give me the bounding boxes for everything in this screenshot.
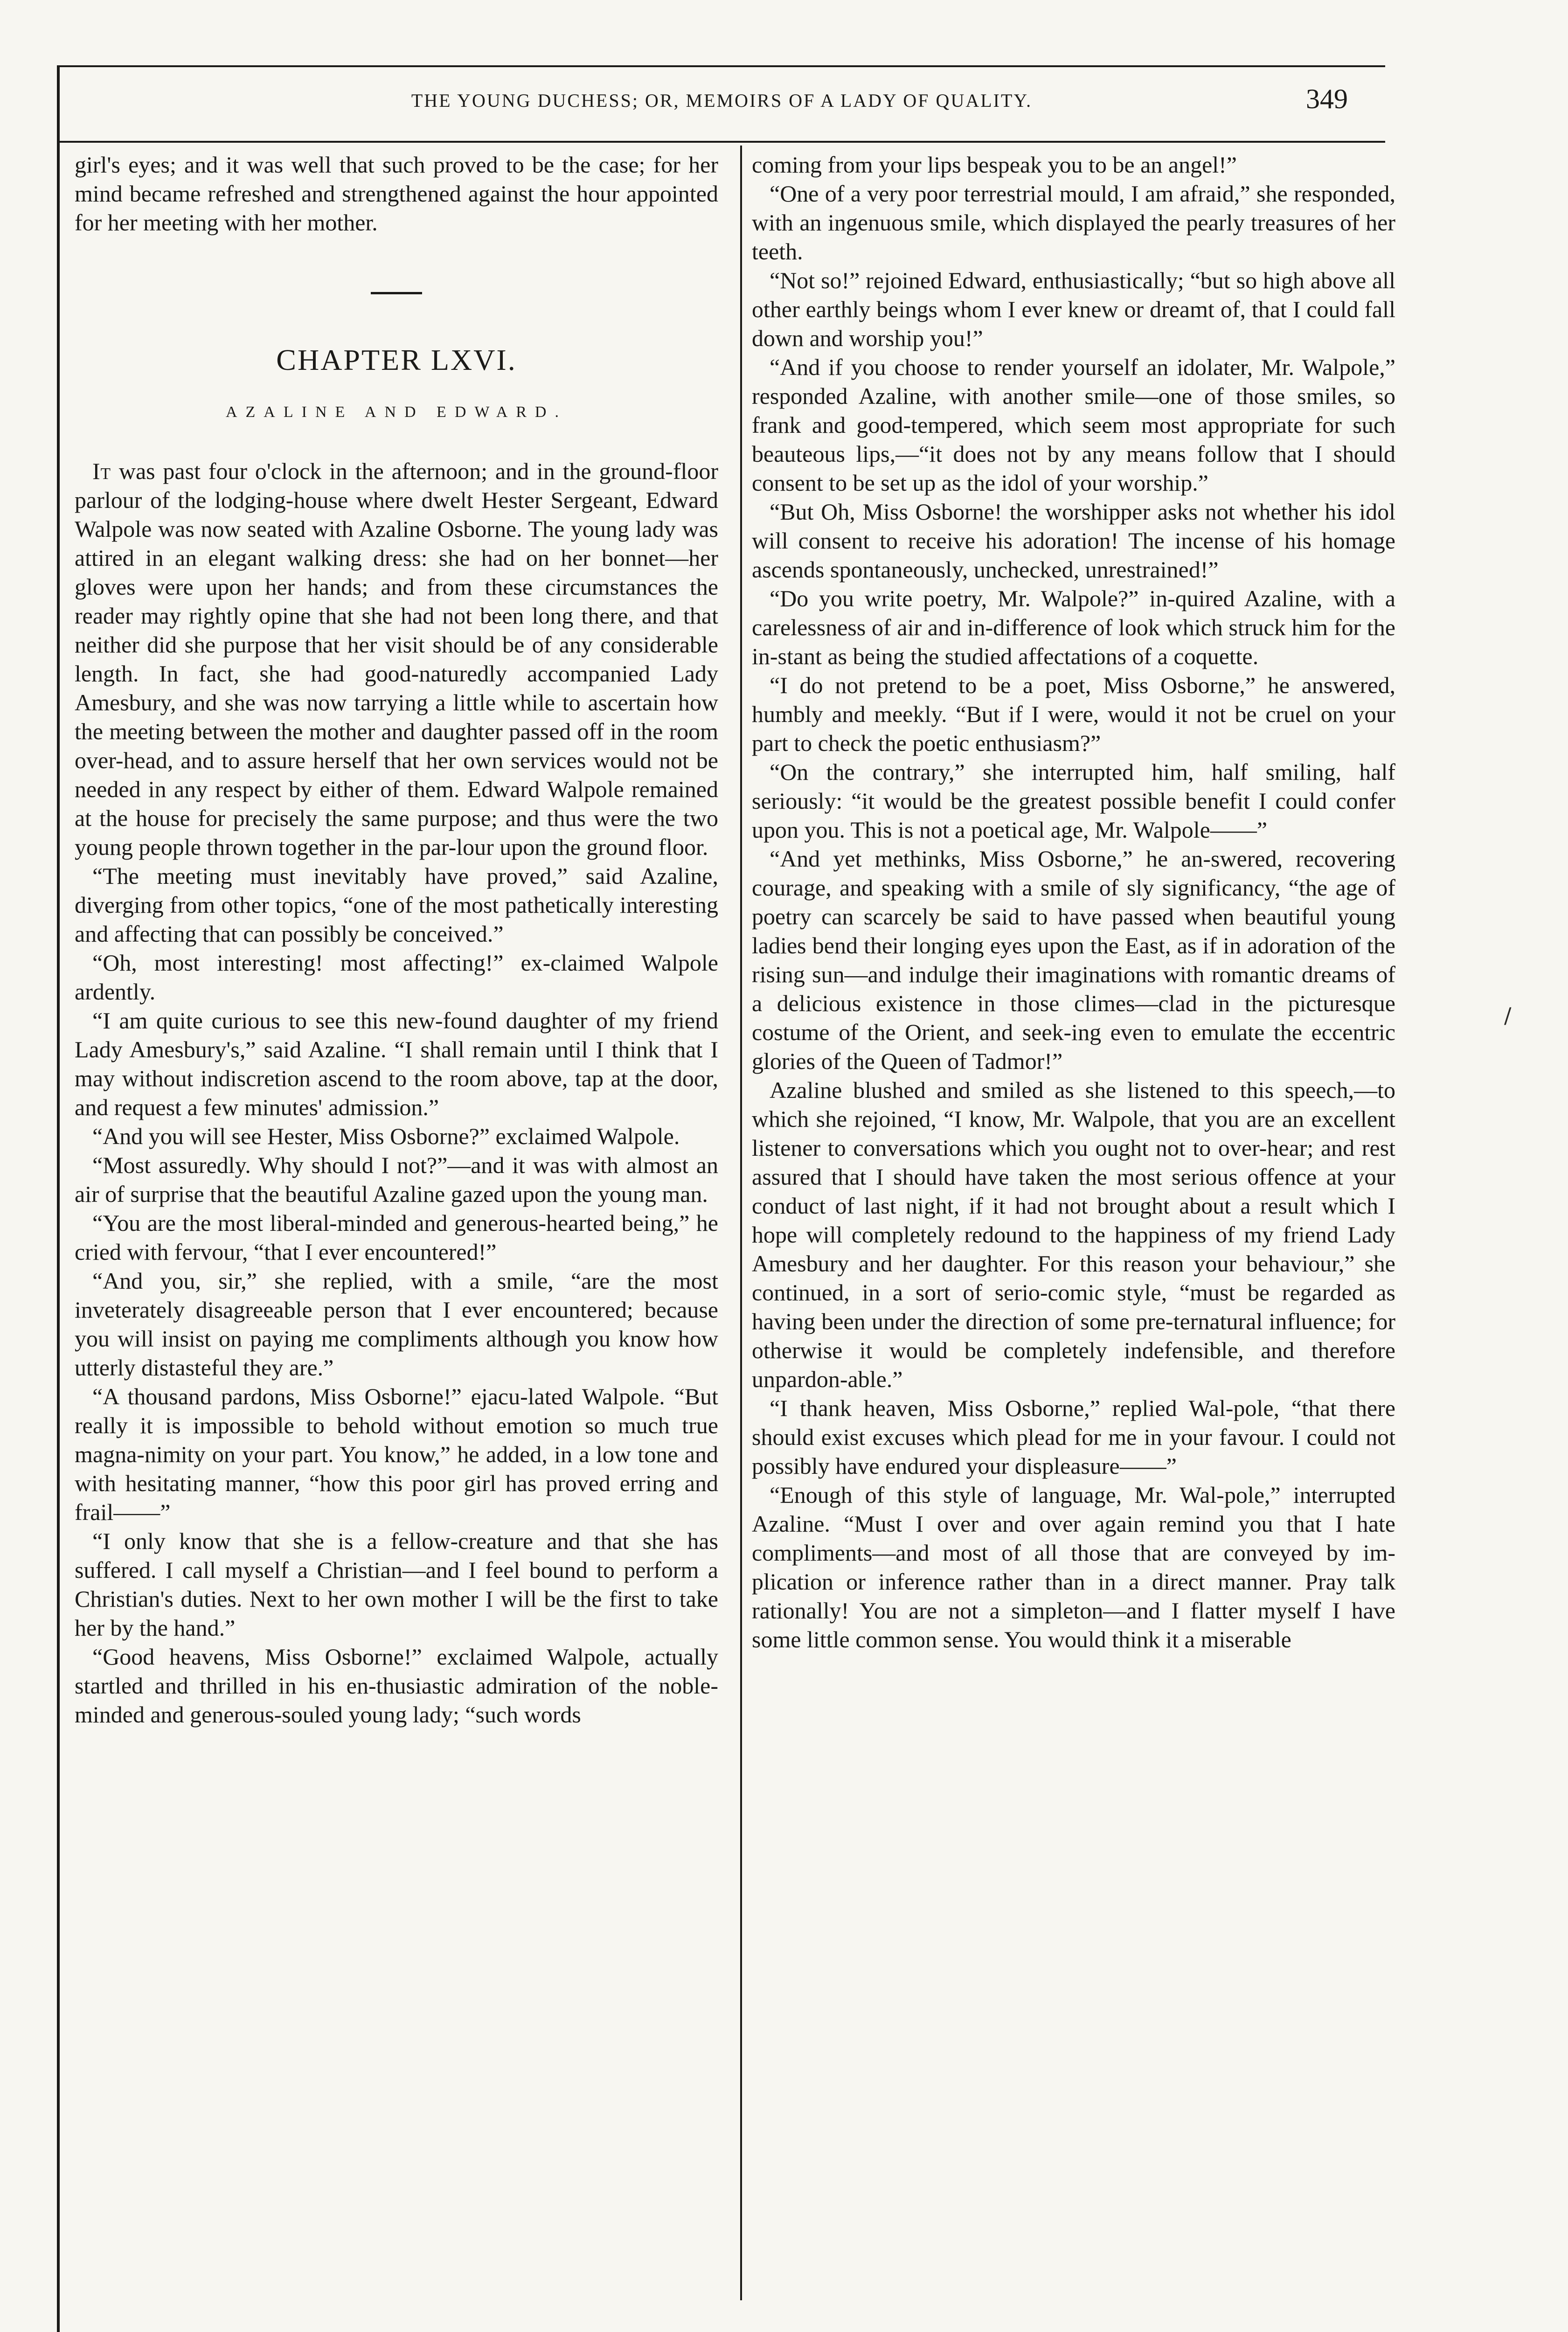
paragraph: “On the contrary,” she interrupted him, half smiling, half seriously: “it would be the greatest possible benefit I could confer upon you. This is not a poetical age, Mr. Walpole——” <box>752 759 1395 843</box>
continued-paragraph: girl's eyes; and it was well that such proved to be the case; for her mind became refreshed and strengthened against the hour appointed for her meeting with her mother. <box>75 152 718 236</box>
opening-paragraph <box>75 457 718 861</box>
paragraph: “I am quite curious to see this new-found daughter of my friend Lady Amesbury's,” said Azaline. “I shall remain until I think that I may without indiscretion ascend to the room above, tap at the door, and request a few minutes' admission.” <box>75 1007 718 1120</box>
chapter-subtitle: AZALINE AND EDWARD. <box>225 403 567 421</box>
page-number: 349 <box>1306 83 1348 114</box>
paragraph: “Not so!” rejoined Edward, enthusiastically; “but so high above all other earthly beings whom I ever knew or dreamt of, that I could fall down and worship you!” <box>752 267 1395 351</box>
paragraph: “And you will see Hester, Miss Osborne?” exclaimed Walpole. <box>92 1123 680 1149</box>
paragraph: “Oh, most interesting! most affecting!” ex-claimed Walpole ardently. <box>75 950 718 1005</box>
header-rule <box>58 141 1385 143</box>
page-frame-left <box>57 65 60 2332</box>
paragraph: “I thank heaven, Miss Osborne,” replied Wal-pole, “that there should exist excuses which plead for me in your favour. I could not possibly have endured your displeasure——” <box>752 1395 1395 1479</box>
paragraph: “You are the most liberal-minded and generous-hearted being,” he cried with fervour, “that I ever encountered!” <box>75 1210 718 1265</box>
stray-pen-mark: / <box>1504 1003 1512 1028</box>
paragraph: “Good heavens, Miss Osborne!” exclaimed Walpole, actually startled and thrilled in his en-thusiastic admiration of the noble-minded and generous-souled young lady; “such words <box>75 1644 718 1728</box>
chapter-title: CHAPTER LXVI. <box>276 343 517 376</box>
paragraph: “One of a very poor terrestrial mould, I am afraid,” she responded, with an ingenuous smile, which displayed the pearly treasures of her teeth. <box>752 180 1395 264</box>
column-divider <box>740 146 742 2300</box>
section-break-rule <box>371 292 422 294</box>
paragraph: “I only know that she is a fellow-creature and that she has suffered. I call myself a Christian—and I feel bound to perform a Christian's duties. Next to her own mother I will be the first to take her by the hand.” <box>75 1528 718 1641</box>
running-head: THE YOUNG DUCHESS; OR, MEMOIRS OF A LADY OF QUALITY. <box>411 90 1033 111</box>
paragraph: “Enough of this style of language, Mr. Wal-pole,” interrupted Azaline. “Must I over and over again remind you that I hate compliments—and most of all those that are conveyed by im-plication or inference rather than in a direct manner. Pray talk rationally! You are not a simpleton—and I flatter myself I have some little common sense. You would think it a miserable <box>752 1482 1395 1652</box>
paragraph: “Do you write poetry, Mr. Walpole?” in-quired Azaline, with a carelessness of air and in-difference of look which struck him for the in-stant as being the studied affectations of a coquette. <box>752 585 1395 669</box>
paragraph: Azaline blushed and smiled as she listened to this speech,—to which she rejoined, “I know, Mr. Walpole, that you are an excellent listener to conversations which you ought not to over-hear; and rest assured that I should have taken the most serious offence at your conduct of last night, if it had not brought about a result which I hope will completely redound to the happiness of my friend Lady Amesbury and her daughter. For this reason your behaviour,” she continued, in a sort of serio-comic style, “must be regarded as having been under the direction of some pre-ternatural influence; for otherwise it would be completely indefensible, and therefore unpardon-able.” <box>752 1077 1395 1392</box>
paragraph: “And if you choose to render yourself an idolater, Mr. Walpole,” responded Azaline, with another smile—one of those smiles, so frank and good-tempered, which seem most appropriate for such beauteous lips,—“it does not by any means follow that I should consent to be set up as the idol of your worship.” <box>752 354 1395 496</box>
paragraph: “And you, sir,” she replied, with a smile, “are the most inveterately disagreeable person that I ever encountered; because you will insist on paying me compliments although you know how utterly distasteful they are.” <box>75 1268 718 1381</box>
left-column <box>75 150 718 1729</box>
opening-paragraph-text: was past four o'clock in the afternoon; and in the ground-floor parlour of the lodging-house where dwelt Hester Sergeant, Edward Walpole was now seated with Azaline Osborne. The young lady was attired in an elegant walking dress: she had on her bonnet—her gloves were upon her hands; and from these circumstances the reader may rightly opine that she had not been long there, and that neither did she purpose that her visit should be of any considerable length. In fact, she had good-naturedly accompanied Lady Amesbury, and she was now tarrying a little while to ascertain how the meeting between the mother and daughter passed off in the room over-head, and to assure herself that her own services would not be needed in any respect by either of them. Edward Walpole remained at the house for precisely the same purpose; and thus were the two young people thrown together in the par-lour upon the ground floor. <box>75 458 719 860</box>
continued-paragraph: coming from your lips bespeak you to be an angel!” <box>752 152 1237 178</box>
paragraph: “And yet methinks, Miss Osborne,” he an-swered, recovering courage, and speaking with a smile of sly significancy, “the age of poetry can scarcely be said to have passed when beautiful young ladies bend their longing eyes upon the East, as if in adoration of the rising sun—and indulge their imaginations with romantic dreams of a delicious existence in those climes—clad in the picturesque costume of the Orient, and seek-ing even to emulate the eccentric glories of the Queen of Tadmor!” <box>752 846 1395 1074</box>
opening-word: It <box>92 458 111 484</box>
paragraph: “Most assuredly. Why should I not?”—and it was with almost an air of surprise that the beautiful Azaline gazed upon the young man. <box>75 1152 718 1207</box>
paragraph: “A thousand pardons, Miss Osborne!” ejacu-lated Walpole. “But really it is impossible to behold without emotion so much true magna-nimity on your part. You know,” he added, in a low tone and with hesitating manner, “how this poor girl has proved erring and frail——” <box>75 1383 718 1525</box>
page-frame-top <box>58 65 1385 67</box>
paragraph: “The meeting must inevitably have proved,” said Azaline, diverging from other topics, “one of the most pathetically interesting and affecting that can possibly be conceived.” <box>75 863 718 947</box>
paragraph: “But Oh, Miss Osborne! the worshipper asks not whether his idol will consent to receive his adoration! The incense of his homage ascends spontaneously, unchecked, unrestrained!” <box>752 499 1395 583</box>
right-column <box>752 150 1395 1654</box>
paragraph: “I do not pretend to be a poet, Miss Osborne,” he answered, humbly and meekly. “But if I were, would it not be cruel on your part to check the poetic enthusiasm?” <box>752 672 1395 756</box>
